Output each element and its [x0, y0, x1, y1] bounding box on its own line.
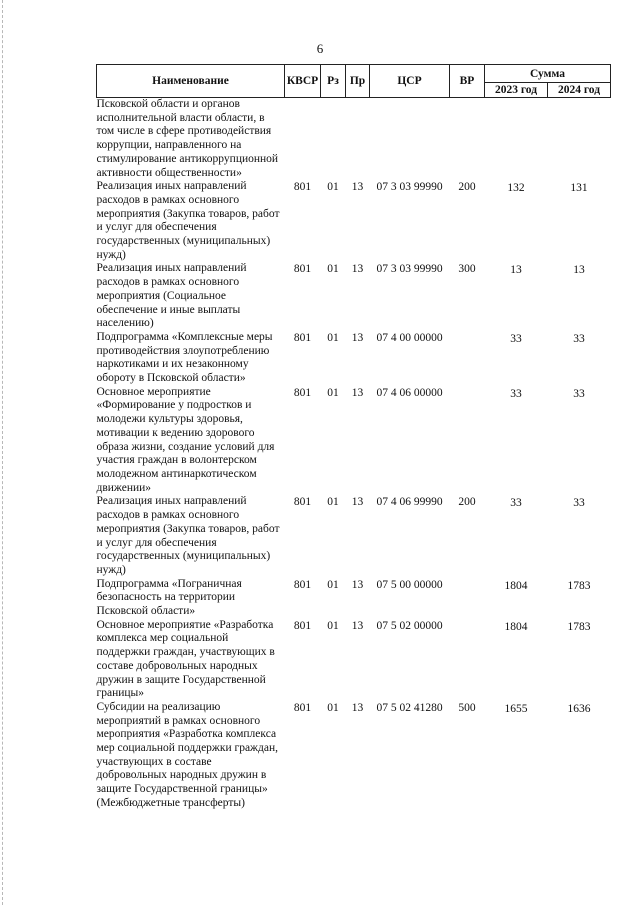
row-rz: 01 [327, 331, 339, 344]
row-sum-2023: 132 [507, 182, 525, 195]
table-row [97, 386, 611, 496]
row-kvsr: 801 [293, 386, 312, 399]
table-row [97, 180, 611, 262]
row-vr-cell [450, 262, 485, 331]
row-sum-2024: 13 [573, 264, 585, 277]
row-sum-2024-cell [548, 180, 611, 262]
row-csr-cell [370, 701, 450, 811]
row-sum-2023: 33 [510, 387, 522, 400]
row-sum-2023-cell [485, 619, 548, 701]
row-rz-cell [321, 262, 346, 331]
row-name: Субсидии на реализацию мероприятий в рамках основного мероприятия «Разработка комплекса мер социальной поддержки граждан, участвующих в составе добровольных народных дружин в защите Государственной границы» (Межбюджетные трансферты) [96, 700, 278, 809]
row-sum-2024-cell [548, 578, 611, 619]
row-pr-cell [346, 701, 370, 811]
row-vr-cell [450, 619, 485, 701]
row-sum-2024: 1783 [567, 579, 591, 592]
row-sum-2024-cell [548, 701, 611, 811]
row-name: Основное мероприятие «Разработка комплекса мер социальной поддержки граждан, участвующих в составе добровольных народных дружин в защите Государственной границы» [96, 618, 275, 700]
budget-table-container [96, 64, 610, 811]
row-rz-cell [321, 495, 346, 577]
row-sum-2023-cell [485, 262, 548, 331]
row-sum-2023: 13 [510, 264, 522, 277]
row-sum-2023: 33 [510, 332, 522, 345]
row-rz-cell [321, 701, 346, 811]
row-sum-2024: 1783 [567, 620, 591, 633]
row-rz-cell [321, 331, 346, 386]
row-kvsr-cell [285, 619, 321, 701]
row-rz-cell [321, 619, 346, 701]
row-sum-2023: 33 [510, 497, 522, 510]
row-vr-cell [450, 98, 485, 181]
row-vr: 200 [458, 181, 476, 194]
row-csr: 07 4 00 00000 [376, 331, 443, 344]
row-sum-2024-cell [548, 331, 611, 386]
row-sum-2023-cell [485, 701, 548, 811]
row-rz-cell [321, 386, 346, 496]
row-sum-2024-cell [548, 262, 611, 331]
header-name: Наименование [97, 65, 285, 98]
row-pr-cell [346, 180, 370, 262]
row-rz: 01 [327, 181, 339, 194]
row-vr: 500 [458, 701, 476, 714]
row-pr-cell [346, 495, 370, 577]
row-sum-2024-cell [548, 495, 611, 577]
row-csr-cell [370, 331, 450, 386]
row-csr-cell [370, 180, 450, 262]
row-kvsr-cell [285, 701, 321, 811]
row-csr: 07 5 00 00000 [376, 578, 443, 591]
row-name: Подпрограмма «Комплексные меры противодействия злоупотреблению наркотиками и их незаконному обороту в Псковской области» [96, 330, 273, 385]
row-rz-cell [321, 578, 346, 619]
row-pr: 13 [351, 701, 364, 714]
row-csr: 07 4 06 99990 [376, 496, 443, 509]
row-csr-cell [370, 386, 450, 496]
row-rz: 01 [327, 386, 339, 399]
row-name-cell [97, 98, 285, 181]
row-name-cell [97, 495, 285, 577]
table-body [97, 98, 611, 811]
page-number: 6 [316, 41, 324, 56]
row-kvsr-cell [285, 98, 321, 181]
row-sum-2023-cell [485, 386, 548, 496]
row-kvsr: 801 [293, 496, 312, 509]
scan-edge-line [2, 0, 4, 905]
row-csr-cell [370, 578, 450, 619]
row-name: Реализация иных направлений расходов в рамках основного мероприятия (Закупка товаров, работ и услуг для обеспечения государственных (муниципальных) нужд) [96, 180, 280, 261]
row-sum-2024: 33 [573, 497, 585, 510]
table-row [97, 98, 611, 181]
row-csr: 07 5 02 00000 [376, 619, 443, 632]
row-sum-2024: 33 [573, 332, 585, 345]
header-year-2023: 2023 год [485, 83, 548, 98]
row-name: Основное мероприятие «Формирование у подростков и молодежи культуры здоровья, мотивации к ведению здорового образа жизни, создание условий для участия граждан в волонтерском молодежном антинаркотическом движении» [96, 385, 275, 494]
row-pr: 13 [351, 386, 364, 399]
row-vr: 300 [458, 263, 476, 276]
row-csr: 07 3 03 99990 [376, 181, 443, 194]
row-kvsr-cell [285, 386, 321, 496]
row-csr: 07 3 03 99990 [376, 263, 443, 276]
row-kvsr: 801 [293, 619, 312, 632]
row-name: Псковской области и органов исполнительной власти области, в том числе в сфере противодействия коррупции, направленного на стимулирование антикоррупционной активности общественности» [96, 98, 279, 179]
row-pr-cell [346, 386, 370, 496]
row-pr: 13 [351, 578, 364, 591]
row-sum-2024: 131 [570, 182, 588, 195]
row-pr: 13 [351, 619, 364, 632]
row-name: Подпрограмма «Пограничная безопасность на территории Псковской области» [96, 577, 242, 618]
row-rz: 01 [327, 496, 339, 509]
row-pr-cell [346, 619, 370, 701]
row-name-cell [97, 262, 285, 331]
row-name-cell [97, 619, 285, 701]
row-rz: 01 [327, 578, 339, 591]
row-kvsr-cell [285, 331, 321, 386]
table-row [97, 701, 611, 811]
table-row [97, 619, 611, 701]
row-kvsr: 801 [293, 181, 312, 194]
row-rz: 01 [327, 263, 339, 276]
row-sum-2024-cell [548, 386, 611, 496]
row-csr: 07 5 02 41280 [376, 701, 443, 714]
row-kvsr-cell [285, 262, 321, 331]
row-pr: 13 [351, 331, 364, 344]
row-kvsr: 801 [293, 263, 312, 276]
row-sum-2023: 1804 [504, 579, 528, 592]
row-sum-2024: 33 [573, 387, 585, 400]
row-sum-2023: 1655 [504, 702, 528, 715]
row-sum-2024: 1636 [567, 702, 591, 715]
row-vr: 200 [458, 496, 476, 509]
header-year-2024: 2024 год [548, 83, 611, 98]
header-sum: Сумма [485, 65, 611, 83]
row-csr: 07 4 06 00000 [376, 386, 443, 399]
row-name-cell [97, 386, 285, 496]
row-kvsr-cell [285, 578, 321, 619]
row-kvsr: 801 [293, 701, 312, 714]
row-kvsr-cell [285, 495, 321, 577]
row-vr-cell [450, 701, 485, 811]
row-sum-2024-cell [548, 98, 611, 181]
table-row [97, 578, 611, 619]
table-row [97, 495, 611, 577]
row-pr-cell [346, 578, 370, 619]
header-vr: ВР [450, 65, 485, 98]
row-pr-cell [346, 98, 370, 181]
row-kvsr: 801 [293, 578, 312, 591]
row-rz: 01 [327, 619, 339, 632]
row-sum-2023-cell [485, 495, 548, 577]
row-pr: 13 [351, 496, 364, 509]
budget-table [96, 64, 611, 811]
row-vr-cell [450, 331, 485, 386]
row-pr-cell [346, 331, 370, 386]
row-name: Реализация иных направлений расходов в рамках основного мероприятия (Закупка товаров, работ и услуг для обеспечения государственных (муниципальных) нужд) [96, 495, 280, 576]
row-sum-2023-cell [485, 98, 548, 181]
row-pr: 13 [351, 263, 364, 276]
row-vr-cell [450, 386, 485, 496]
row-pr-cell [346, 262, 370, 331]
table-row [97, 262, 611, 331]
row-kvsr: 801 [293, 331, 312, 344]
row-kvsr-cell [285, 180, 321, 262]
row-sum-2023-cell [485, 331, 548, 386]
row-rz-cell [321, 98, 346, 181]
header-csr: ЦСР [370, 65, 450, 98]
row-vr-cell [450, 495, 485, 577]
row-sum-2023-cell [485, 180, 548, 262]
row-csr-cell [370, 98, 450, 181]
header-pr: Пр [346, 65, 370, 98]
row-vr-cell [450, 180, 485, 262]
row-name-cell [97, 578, 285, 619]
row-rz: 01 [327, 701, 339, 714]
row-name-cell [97, 331, 285, 386]
row-csr-cell [370, 262, 450, 331]
row-sum-2023-cell [485, 578, 548, 619]
row-sum-2024-cell [548, 619, 611, 701]
row-sum-2023: 1804 [504, 620, 528, 633]
row-name: Реализация иных направлений расходов в рамках основного мероприятия (Социальное обеспечение и иные выплаты населению) [96, 262, 247, 330]
row-csr-cell [370, 619, 450, 701]
row-rz-cell [321, 180, 346, 262]
row-name-cell [97, 180, 285, 262]
header-kvsr: КВСР [285, 65, 321, 98]
row-vr-cell [450, 578, 485, 619]
row-pr: 13 [351, 181, 364, 194]
table-row [97, 331, 611, 386]
header-rz: Рз [321, 65, 346, 98]
row-csr-cell [370, 495, 450, 577]
row-name-cell [97, 701, 285, 811]
header-row [97, 65, 611, 83]
